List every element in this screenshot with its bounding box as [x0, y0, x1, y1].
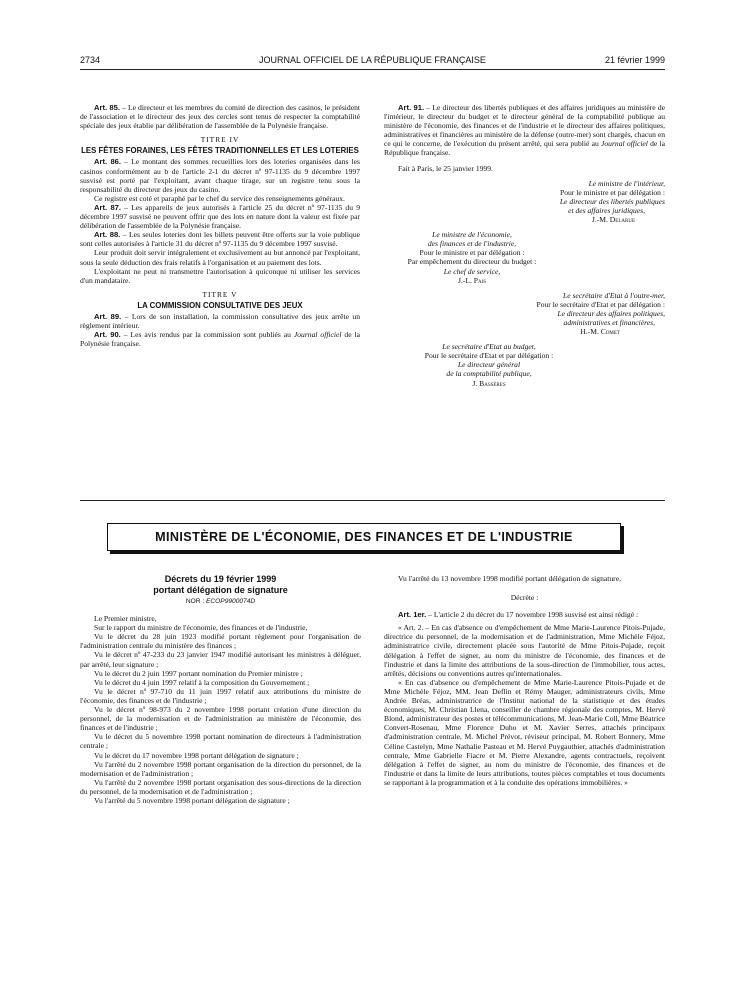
page-number: 2734 — [80, 55, 101, 65]
visa-6: Vu le décret du 4 juin 1997 relatif à la composition du Gouvernement ; — [94, 677, 310, 687]
decree-subtitle: portant délégation de signature — [153, 584, 288, 595]
ministry-banner: MINISTÈRE DE L'ÉCONOMIE, DES FINANCES ET DE L'INDUSTRIE — [107, 523, 621, 551]
decrete: Décrète : — [510, 593, 539, 603]
visa-2: Sur le rapport du ministre de l'économie, des finances et de l'industrie, — [94, 623, 308, 633]
section-rule — [80, 500, 665, 501]
fait-a-paris: Fait à Paris, le 25 janvier 1999. — [398, 163, 493, 173]
visa-3: Vu le décret du 28 juin 1923 modifié portant règlement pour l'organisation de l'administration centrale du ministère des finances ; — [80, 632, 361, 651]
bottom-left-column — [80, 574, 361, 805]
article-86-para-2: Ce registre est coté et paraphé par le chef du service des renseignements généraux. — [94, 193, 345, 203]
signature-block-4: Le secrétaire d'Etat au budget, Pour le secrétaire d'Etat et par délégation : Le directeur général de la comptabilité publique, J. Bassères — [424, 342, 554, 388]
visa-12: Vu l'arrêté du 2 novembre 1998 portant organisation des sous-directions de la direction du personnel, de la modernisation et de l'administration ; — [80, 777, 361, 796]
article-1: Art. 1er. – L'article 2 du décret du 17 novembre 1998 susvisé est ainsi rédigé : — [398, 610, 639, 620]
article-89: Art. 89. – Lors de son installation, la commission consultative des jeux arrête un règlement intérieur. — [80, 311, 360, 331]
article-86: Art. 86. – Le montant des sommes recueillies lors des loteries organisées dans les casinos conformément au b de l'article 2-1 du décret nº 97-1135 du 9 décembre 1997 susvisé est porté par l'exploitant, avant chaque tirage, sur un registre tenu sous la responsabilité du directeur des jeux du casino. — [80, 157, 360, 194]
page-header — [80, 55, 665, 69]
visa-14: Vu l'arrêté du 13 novembre 1998 modifié portant délégation de signature, — [398, 574, 621, 583]
issue-date: 21 février 1999 — [604, 55, 665, 65]
visa-10: Vu le décret du 17 novembre 1998 portant délégation de signature ; — [94, 750, 299, 760]
article-88-para-2: Leur produit doit servir intégralement et exclusivement au but annoncé par l'exploitant, sous la seule déduction des frais relatifs à l'organisation et au paiement des lots. — [80, 248, 360, 267]
bottom-right-column — [384, 574, 665, 787]
article-87: Art. 87. – Les appareils de jeux autorisés à l'article 25 du décret nº 97-1135 du 9 décembre 1997 susvisé ne peuvent offrir que des lots en nature dont la valeur est fixée par délibération de l'assemblée de la Polynésie française. — [80, 202, 360, 231]
article-2-quote-1: « Art. 2. – En cas d'absence ou d'empêchement de Mme Marie-Laurence Pitois-Pujade, directrice du personnel, de la modernisation et de l'administration, Mme Michèle Féjoz, administratrice civile, directement placée sous l'autorité de Mme Pitois-Pujade, reçoit délégation à l'effet de signer, au nom du ministre de l'économie, des finances et de l'industrie et dans la limite des attributions de la sous-direction de l'immobilier, tous actes, arrêtés, décisions ou conventions autres qu'internationales. — [384, 623, 665, 678]
signature-block-2: Le ministre de l'économie, des finances et de l'industrie, Pour le ministre et par délégation : Par empêchement du directeur du budget : Le chef de service, J.-L. Pais — [407, 230, 537, 285]
article-90: Art. 90. – Les avis rendus par la commission sont publiés au Journal officiel de la Polynésie française. — [80, 330, 361, 349]
visa-1: Le Premier ministre, — [94, 614, 157, 624]
article-85: Art. 85. – Le directeur et les membres du comité de direction des casinos, le président de l'association et le directeur des jeux des cercles sont tenus de respecter la comptabilité spéciale des jeux établie par délibération de l'assemblée de la Polynésie française. — [80, 103, 360, 131]
article-91: Art. 91. – Le directeur des libertés publiques et des affaires juridiques au ministère de l'intérieur, le directeur du budget et le directeur général de la comptabilité publique au ministère de l'économie, des finances et de l'industrie et le directeur des affaires politiques, administratives et financières au ministère de la défense (outre-mer) sont chargés, chacun en ce qui le concerne, de l'exécution du présent arrêté, qui sera publié au Journal officiel de la République française. — [384, 103, 666, 158]
nor-reference: NOR : ECOP9900074D — [185, 598, 256, 605]
titre-5-label: TITRE V — [202, 289, 238, 299]
visa-8: Vu le décret nº 98-973 du 2 novembre 1998 portant création d'une direction du personnel, de la modernisation et de l'administration au ministère de l'économie, des finances et de l'industrie ; — [80, 705, 361, 733]
titre-5-heading: LA COMMISSION CONSULTATIVE DES JEUX — [137, 300, 303, 310]
decree-title: Décrets du 19 février 1999 — [164, 574, 277, 584]
visa-11: Vu l'arrêté du 2 novembre 1998 portant organisation de la direction du personnel, de la modernisation et de l'administration ; — [80, 759, 361, 778]
signature-block-3: Le secrétaire d'Etat à l'outre-mer, Pour le secrétaire d'Etat et par délégation : Le directeur des affaires politiques, administratives et financières, H.-M. Comet — [536, 290, 665, 337]
visa-7: Vu le décret nº 97-710 du 11 juin 1997 relatif aux attributions du ministre de l'économie, des finances et de l'industrie ; — [80, 686, 361, 705]
header-rule — [80, 69, 665, 70]
titre-4-label: TITRE IV — [200, 135, 240, 145]
titre-4-heading: LES FÊTES FORAINES, LES FÊTES TRADITIONNELLES ET LES LOTERIES — [81, 146, 359, 156]
article-88-para-3: L'exploitant ne peut ni transmettre l'autorisation à quiconque ni utiliser les services d'un mandataire. — [80, 266, 360, 285]
article-88: Art. 88. – Les seules loteries dont les billets peuvent être offerts sur la voie publique sont celles autorisées à l'article 31 du décret nº 97-1135 du 9 décembre 1997 susvisé. — [80, 230, 360, 249]
journal-title: JOURNAL OFFICIEL DE LA RÉPUBLIQUE FRANÇAISE — [259, 55, 486, 65]
visa-13: Vu l'arrêté du 5 novembre 1998 portant délégation de signature ; — [94, 795, 290, 805]
top-left-column — [80, 103, 360, 348]
visa-4: Vu le décret nº 47-233 du 23 janvier 1947 modifié autorisant les ministres à déléguer, par arrêté, leur signature ; — [80, 650, 361, 669]
top-right-column — [384, 103, 665, 388]
signature-block-1: Le ministre de l'intérieur, Pour le ministre et par délégation : Le directeur des libertés publiques et des affaires juridiques, J.-M. Delarue — [559, 178, 665, 225]
visa-5: Vu le décret du 2 juin 1997 portant nomination du Premier ministre ; — [94, 668, 303, 678]
visa-9: Vu le décret du 5 novembre 1998 portant nomination de directeurs à l'administration centrale ; — [80, 732, 361, 751]
article-2-quote-2: « En cas d'absence ou d'empêchement de Mme Marie-Laurence Pitois-Pujade et de Mme Michèle Féjoz, MM. Jean Deflin et Rémy Mauger, administrateurs civils, Mme Andrée Bréas, administratrice de l'Institut national de la statistique et des études économiques, M. Christian Llena, conseiller de chambre régionale des comptes, M. Hervé Blond, administrateur des postes et télécommunications, M. Jean-Marie Coll, Mme Béatrice Convert-Rosenau, Mme Florence Duho et M. Xavier Serres, attachés principaux d'administration centrale, M. Michel Prévot, réviseur principal, M. Robert Bonnery, Mme Céline Castelyn, Mme Nathalie Pasteau et M. Hervé Puygauthier, attachés d'administration centrale, Mme Gabrielle Fiacre et M. Pierre Alexandre, agents contractuels, reçoivent délégation à l'effet de signer, au nom du ministre de l'économie, des finances et de l'industrie et dans la limite de leurs attributions, toutes pièces comptables et tous documents se rapportant à la programmation et à la conduite des opérations immobilières. » — [384, 677, 665, 787]
